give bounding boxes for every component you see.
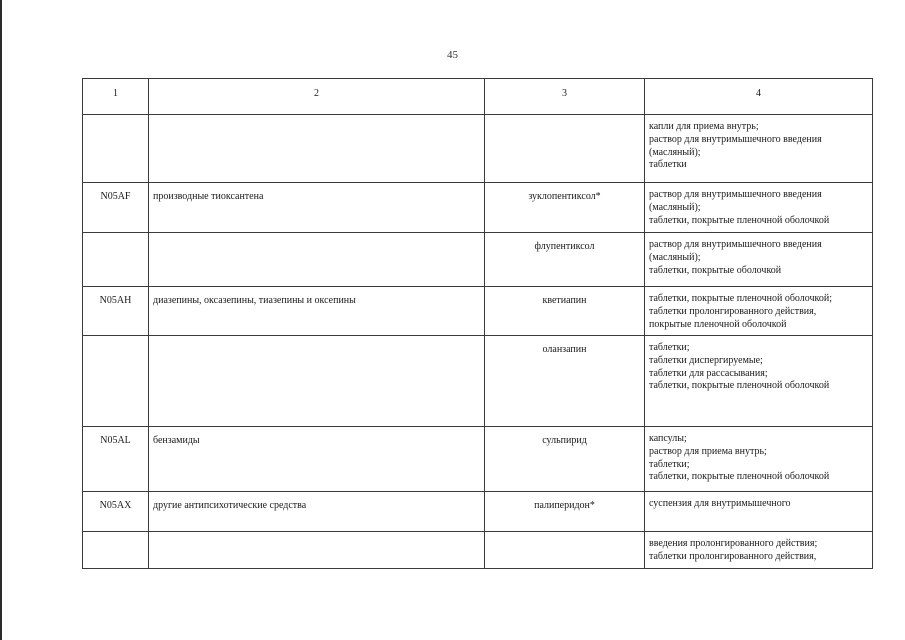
dosage-form-line: таблетки, покрытые пленочной оболочкой; xyxy=(649,293,833,304)
dosage-forms-cell xyxy=(645,115,873,183)
dosage-form-line: введения пролонгированного действия; xyxy=(649,538,818,549)
table-row xyxy=(83,427,873,492)
group-cell: бензамиды xyxy=(149,427,485,492)
dosage-forms-cell xyxy=(645,233,873,287)
dosage-form-line: таблетки диспергируемые; xyxy=(649,354,763,366)
table-row xyxy=(83,233,873,287)
atc-code-cell xyxy=(83,532,149,569)
dosage-form-line: таблетки пролонгированного действия, xyxy=(649,550,817,562)
dosage-forms-cell xyxy=(645,427,873,492)
drug-name-cell: сульпирид xyxy=(485,427,645,492)
table-header-row xyxy=(83,79,873,115)
drug-table xyxy=(82,78,873,569)
dosage-forms-cell xyxy=(645,287,873,336)
page-number: 45 xyxy=(447,49,458,61)
header-cell-2: 2 xyxy=(149,79,485,115)
dosage-form-line: покрытые пленочной оболочкой xyxy=(649,318,787,330)
dosage-forms-cell xyxy=(645,183,873,233)
table-row xyxy=(83,492,873,532)
drug-name-cell: кветиапин xyxy=(485,287,645,336)
table-row xyxy=(83,115,873,183)
header-cell-4: 4 xyxy=(645,79,873,115)
dosage-form-line: (масляный); xyxy=(649,146,701,158)
group-cell: другие антипсихотические средства xyxy=(149,492,485,532)
group-cell xyxy=(149,532,485,569)
dosage-form-line: капли для приема внутрь; xyxy=(649,121,759,132)
dosage-form-line: (масляный); xyxy=(649,251,701,263)
drug-name-cell: оланзапин xyxy=(485,336,645,427)
table-row xyxy=(83,532,873,569)
dosage-form-line: суспензия для внутримышечного xyxy=(649,498,791,509)
drug-name-cell: зуклопентиксол* xyxy=(485,183,645,233)
atc-code-cell xyxy=(83,336,149,427)
dosage-form-line: раствор для приема внутрь; xyxy=(649,445,767,457)
drug-name-cell: палиперидон* xyxy=(485,492,645,532)
dosage-form-line: таблетки xyxy=(649,159,687,171)
dosage-form-line: таблетки для рассасывания; xyxy=(649,367,768,379)
dosage-form-line: (масляный); xyxy=(649,201,701,213)
dosage-form-line: таблетки, покрытые пленочной оболочкой xyxy=(649,380,830,392)
drug-name-cell xyxy=(485,532,645,569)
dosage-forms-cell xyxy=(645,336,873,427)
atc-code-cell: N05AH xyxy=(83,287,149,336)
group-cell xyxy=(149,233,485,287)
dosage-form-line: раствор для внутримышечного введения xyxy=(649,133,822,145)
group-cell xyxy=(149,336,485,427)
dosage-form-line: таблетки, покрытые оболочкой xyxy=(649,264,782,276)
dosage-forms-cell xyxy=(645,492,873,532)
dosage-form-line: таблетки; xyxy=(649,342,690,353)
page-left-edge-line xyxy=(0,0,2,640)
group-cell xyxy=(149,115,485,183)
dosage-form-line: раствор для внутримышечного введения xyxy=(649,189,822,200)
dosage-form-line: таблетки, покрытые пленочной оболочкой xyxy=(649,471,830,483)
group-cell: диазепины, оксазепины, тиазепины и оксепины xyxy=(149,287,485,336)
group-cell: производные тиоксантена xyxy=(149,183,485,233)
atc-code-cell: N05AF xyxy=(83,183,149,233)
dosage-form-line: таблетки пролонгированного действия, xyxy=(649,305,817,317)
atc-code-cell xyxy=(83,233,149,287)
dosage-form-line: капсулы; xyxy=(649,433,687,444)
dosage-form-line: раствор для внутримышечного введения xyxy=(649,239,822,250)
header-cell-1: 1 xyxy=(83,79,149,115)
table-row xyxy=(83,183,873,233)
drug-name-cell: флупентиксол xyxy=(485,233,645,287)
atc-code-cell xyxy=(83,115,149,183)
table-row xyxy=(83,287,873,336)
dosage-form-line: таблетки; xyxy=(649,458,690,470)
table-row xyxy=(83,336,873,427)
atc-code-cell: N05AX xyxy=(83,492,149,532)
header-cell-3: 3 xyxy=(485,79,645,115)
drug-name-cell xyxy=(485,115,645,183)
dosage-forms-cell xyxy=(645,532,873,569)
dosage-form-line: таблетки, покрытые пленочной оболочкой xyxy=(649,214,830,226)
atc-code-cell: N05AL xyxy=(83,427,149,492)
